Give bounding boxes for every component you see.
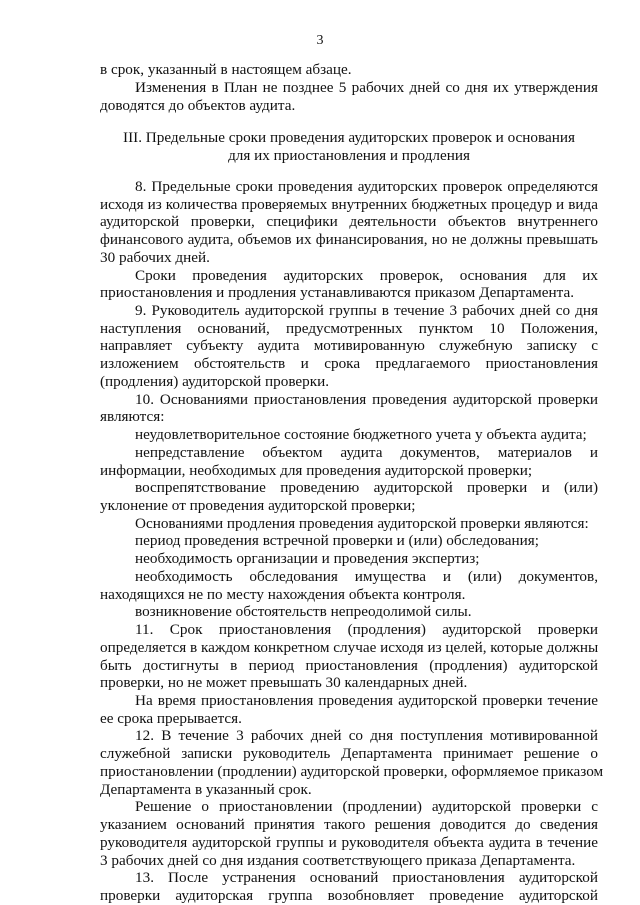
text-line: 3 рабочих дней со дня издания соответствующего приказа Департамента.	[100, 851, 576, 869]
text-line: Изменения в План не позднее 5 рабочих дней со дня их утверждения	[135, 79, 598, 96]
section-heading: для их приостановления и продления	[228, 147, 470, 164]
text-line: Основаниями продления проведения аудиторской проверки являются:	[135, 514, 589, 532]
text-line: возникновение обстоятельств непреодолимой силы.	[135, 603, 472, 621]
text-line: изложением обстоятельств и срока предлагаемого приостановления	[100, 355, 598, 373]
text-line: непредставление объектом аудита документов, материалов и	[135, 443, 598, 461]
text-line: финансового аудита, объемов их финансирования, но не должны превышать	[100, 231, 598, 249]
text-line: период проведения встречной проверки и (или) обследования;	[135, 532, 539, 550]
section-heading: III. Предельные сроки проведения аудиторских проверок и основания	[123, 129, 575, 146]
text-line: определяется в каждом конкретном случае исходя из целей, которые должны	[100, 638, 599, 656]
text-line: проверки аудиторская группа возобновляет проведение аудиторской	[100, 887, 598, 904]
text-line: На время приостановления проведения аудиторской проверки течение	[135, 691, 598, 709]
text-line: информации, необходимых для проведения аудиторской проверки;	[100, 461, 533, 479]
text-line: быть достигнуты в период приостановления (продления) аудиторской	[100, 656, 598, 674]
text-line: необходимость организации и проведения экспертиз;	[135, 550, 480, 568]
text-line: служебной записки руководитель Департамента принимает решение о	[100, 745, 598, 763]
text-line: 10. Основаниями приостановления проведения аудиторской проверки	[135, 390, 598, 408]
text-line: 9. Руководитель аудиторской группы в течение 3 рабочих дней со дня	[135, 301, 598, 319]
text-line: направляет субъекту аудита мотивированную служебную записку с	[100, 337, 598, 355]
text-line: уклонение от проведения аудиторской проверки;	[100, 496, 416, 514]
page-number: 3	[316, 33, 324, 48]
text-line: аудиторской проверки, специфики деятельности объектов внутреннего	[100, 213, 598, 231]
text-line: являются:	[100, 408, 165, 426]
text-line: руководителя аудиторской группы и руководителя объекта аудита в течение	[100, 833, 598, 851]
text-line: в срок, указанный в настоящем абзаце.	[100, 61, 352, 78]
text-line: ее срока прерывается.	[100, 709, 242, 727]
text-line: 8. Предельные сроки проведения аудиторских проверок определяются	[135, 177, 598, 195]
text-line: необходимость обследования имущества и (или) документов,	[135, 567, 598, 585]
text-line: 13. После устранения оснований приостановления аудиторской	[135, 869, 598, 887]
text-line: указанием оснований принятия такого решения доводится до сведения	[100, 816, 598, 834]
text-line: Решение о приостановлении (продлении) аудиторской проверки с	[135, 798, 598, 816]
text-line: доводятся до объектов аудита.	[100, 97, 296, 114]
text-line: приостановлении (продлении) аудиторской проверки, оформляемое приказом	[100, 762, 604, 780]
text-line: Сроки проведения аудиторских проверок, основания для их	[135, 266, 598, 284]
text-line: находящихся не по месту нахождения объекта контроля.	[100, 585, 466, 603]
text-line: Департамента в указанный срок.	[100, 780, 312, 798]
text-line: неудовлетворительное состояние бюджетного учета у объекта аудита;	[135, 426, 587, 444]
text-line: 12. В течение 3 рабочих дней со дня поступления мотивированной	[135, 727, 598, 745]
text-line: 11. Срок приостановления (продления) аудиторской проверки	[135, 621, 598, 639]
text-line: (продления) аудиторской проверки.	[100, 372, 330, 390]
text-line: исходя из количества проверяемых внутренних бюджетных процедур и вида	[100, 195, 598, 213]
text-line: воспрепятствование проведению аудиторской проверки и (или)	[135, 479, 598, 497]
text-line: приостановления и продления устанавливаются приказом Департамента.	[100, 284, 575, 302]
text-line: проверки, но не может превышать 30 календарных дней.	[100, 674, 468, 692]
text-line: 30 рабочих дней.	[100, 248, 210, 266]
text-line: наступления оснований, предусмотренных пунктом 10 Положения,	[100, 319, 598, 337]
